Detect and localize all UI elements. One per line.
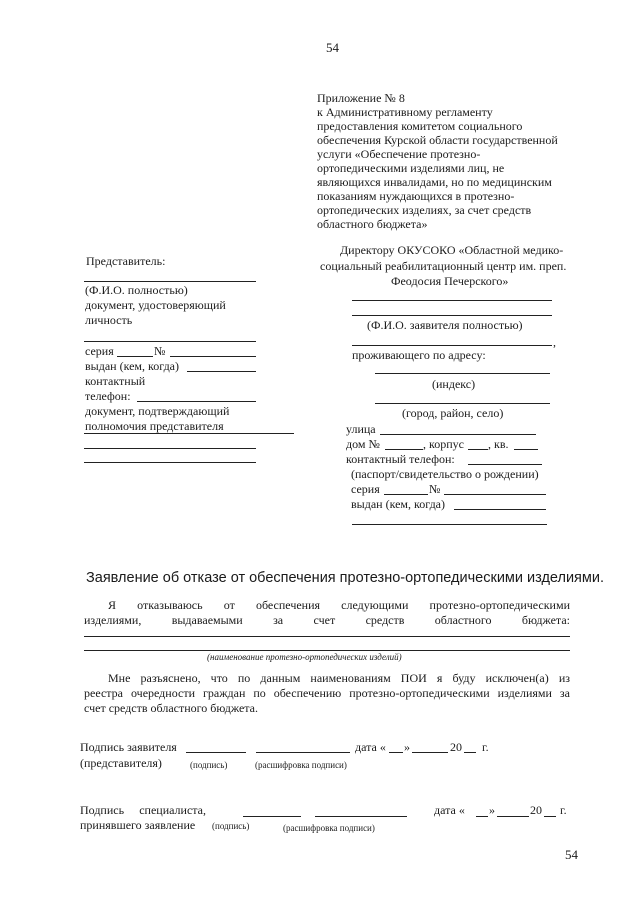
statement-p2-line3: счет средств областного бюджета. bbox=[84, 701, 259, 715]
representative-authority-field-2[interactable] bbox=[84, 448, 256, 449]
comma: , bbox=[553, 335, 556, 349]
statement-title: Заявление об отказе от обеспечения протезно-ортопедическими изделиями. bbox=[86, 570, 605, 586]
representative-phone-field[interactable] bbox=[137, 401, 256, 402]
korpus-field[interactable] bbox=[468, 449, 488, 450]
phone-field[interactable] bbox=[468, 464, 542, 465]
applicant-series-field[interactable] bbox=[384, 494, 428, 495]
applicant-day-field[interactable] bbox=[389, 752, 403, 753]
representative-doc-field[interactable] bbox=[84, 341, 256, 342]
applicant-sign-caption: (подпись) bbox=[190, 760, 228, 770]
applicant-fio-line-2[interactable] bbox=[352, 315, 552, 316]
appendix-line: показаниям нуждающихся в протезно- bbox=[317, 189, 515, 203]
applicant-signature-label: Подпись заявителя bbox=[80, 740, 177, 754]
items-caption: (наименование протезно-ортопедических изделий) bbox=[207, 652, 402, 662]
appendix-line: областного бюджета» bbox=[317, 217, 428, 231]
addressee-line: социальный реабилитационный центр им. преп. bbox=[320, 259, 567, 273]
specialist-year-prefix: 20 bbox=[530, 803, 542, 817]
page-number-bottom: 54 bbox=[565, 847, 578, 862]
kv-label: , кв. bbox=[488, 437, 509, 451]
specialist-sign-caption: (подпись) bbox=[212, 821, 250, 831]
representative-contact-label-1: контактный bbox=[85, 374, 146, 388]
applicant-series-label: серия bbox=[351, 482, 380, 496]
representative-authority-label-1: документ, подтверждающий bbox=[85, 404, 230, 418]
house-field[interactable] bbox=[385, 449, 423, 450]
applicant-decode-caption: (расшифровка подписи) bbox=[255, 760, 347, 770]
specialist-signature-label-2: принявшего заявление bbox=[80, 818, 196, 832]
appendix-line: являющихся инвалидами, но по медицинским bbox=[317, 175, 552, 189]
phone-label: контактный телефон: bbox=[346, 452, 455, 466]
applicant-fio-line-1[interactable] bbox=[352, 300, 552, 301]
applicant-number-label: № bbox=[429, 482, 441, 496]
applicant-date-mid: » bbox=[404, 740, 410, 754]
index-field[interactable] bbox=[375, 373, 550, 374]
kv-field[interactable] bbox=[514, 449, 538, 450]
representative-issued-field[interactable] bbox=[187, 371, 256, 372]
representative-number-label: № bbox=[154, 344, 166, 358]
applicant-year-prefix: 20 bbox=[450, 740, 462, 754]
applicant-issued-label: выдан (кем, когда) bbox=[351, 497, 446, 511]
representative-authority-field-3[interactable] bbox=[84, 462, 256, 463]
appendix-line: предоставления комитетом социального bbox=[317, 119, 523, 133]
street-field[interactable] bbox=[380, 434, 536, 435]
addressee-line: Директору ОКУСОКО «Областной медико- bbox=[340, 243, 564, 257]
specialist-day-field[interactable] bbox=[476, 816, 488, 817]
house-label: дом № bbox=[346, 437, 380, 451]
applicant-month-field[interactable] bbox=[412, 752, 448, 753]
applicant-representative-label: (представителя) bbox=[80, 756, 162, 770]
specialist-year-suffix: г. bbox=[560, 803, 567, 817]
items-field-1[interactable] bbox=[84, 636, 570, 637]
representative-authority-field-1[interactable] bbox=[84, 433, 294, 434]
representative-authority-label-2: полномочия представителя bbox=[85, 419, 224, 433]
addressee-line: Феодосия Печерского» bbox=[391, 274, 509, 288]
street-label: улица bbox=[346, 422, 376, 436]
specialist-decode-field[interactable] bbox=[315, 816, 407, 817]
representative-doc-line1: документ, удостоверяющий bbox=[85, 298, 226, 312]
representative-fio-caption: (Ф.И.О. полностью) bbox=[85, 283, 188, 297]
appendix-line: услуги «Обеспечение протезно- bbox=[317, 147, 481, 161]
statement-p1-line1: Я отказываюсь от обеспечения следующими протезно-ортопедическими bbox=[108, 598, 570, 612]
appendix-line: к Административному регламенту bbox=[317, 105, 493, 119]
representative-fio-field[interactable] bbox=[84, 281, 256, 282]
representative-label: Представитель: bbox=[86, 254, 166, 268]
applicant-date-label: дата « bbox=[355, 740, 386, 754]
applicant-fio-caption: (Ф.И.О. заявителя полностью) bbox=[367, 318, 523, 332]
statement-p2-line1: Мне разъяснено, что по данным наименованиям ПОИ я буду исключен(а) из bbox=[108, 671, 570, 685]
specialist-signature-field[interactable] bbox=[243, 816, 301, 817]
statement-p2-line2: реестра очередности граждан по обеспечению протезно-ортопедическими изделиями за bbox=[84, 686, 570, 700]
applicant-extra-line[interactable] bbox=[352, 345, 552, 346]
specialist-signature-label-1: Подпись специалиста, bbox=[80, 803, 206, 817]
page-number-top: 54 bbox=[326, 40, 339, 55]
specialist-year-field[interactable] bbox=[544, 816, 556, 817]
passport-label: (паспорт/свидетельство о рождении) bbox=[351, 467, 539, 481]
specialist-decode-caption: (расшифровка подписи) bbox=[283, 823, 375, 833]
city-field[interactable] bbox=[375, 403, 550, 404]
representative-series-field[interactable] bbox=[117, 356, 153, 357]
applicant-year-suffix: г. bbox=[482, 740, 489, 754]
applicant-number-field[interactable] bbox=[444, 494, 546, 495]
applicant-signature-field[interactable] bbox=[186, 752, 246, 753]
appendix-line: обеспечения Курской области государственной bbox=[317, 133, 558, 147]
residing-label: проживающего по адресу: bbox=[352, 348, 486, 362]
items-field-2[interactable] bbox=[84, 650, 570, 651]
specialist-date-label: дата « bbox=[434, 803, 465, 817]
specialist-date-mid: » bbox=[489, 803, 495, 817]
appendix-line: ортопедических изделиях, за счет средств bbox=[317, 203, 532, 217]
representative-doc-line2: личность bbox=[85, 313, 133, 327]
index-caption: (индекс) bbox=[432, 377, 476, 391]
appendix-line: ортопедическими изделиями лиц, не bbox=[317, 161, 505, 175]
representative-issued-label: выдан (кем, когда) bbox=[85, 359, 180, 373]
statement-p1-line2: изделиями, выдаваемыми за счет средств областного бюджета: bbox=[84, 613, 570, 627]
representative-contact-label-2: телефон: bbox=[85, 389, 131, 403]
applicant-decode-field[interactable] bbox=[256, 752, 350, 753]
representative-number-field[interactable] bbox=[170, 356, 256, 357]
specialist-month-field[interactable] bbox=[497, 816, 529, 817]
applicant-issued-field[interactable] bbox=[454, 509, 546, 510]
applicant-year-field[interactable] bbox=[464, 752, 476, 753]
city-caption: (город, район, село) bbox=[402, 406, 504, 420]
appendix-line: Приложение № 8 bbox=[317, 91, 405, 105]
representative-series-label: серия bbox=[85, 344, 114, 358]
appendix-block bbox=[317, 91, 558, 231]
korpus-label: , корпус bbox=[423, 437, 464, 451]
applicant-issued-field-2[interactable] bbox=[352, 524, 547, 525]
